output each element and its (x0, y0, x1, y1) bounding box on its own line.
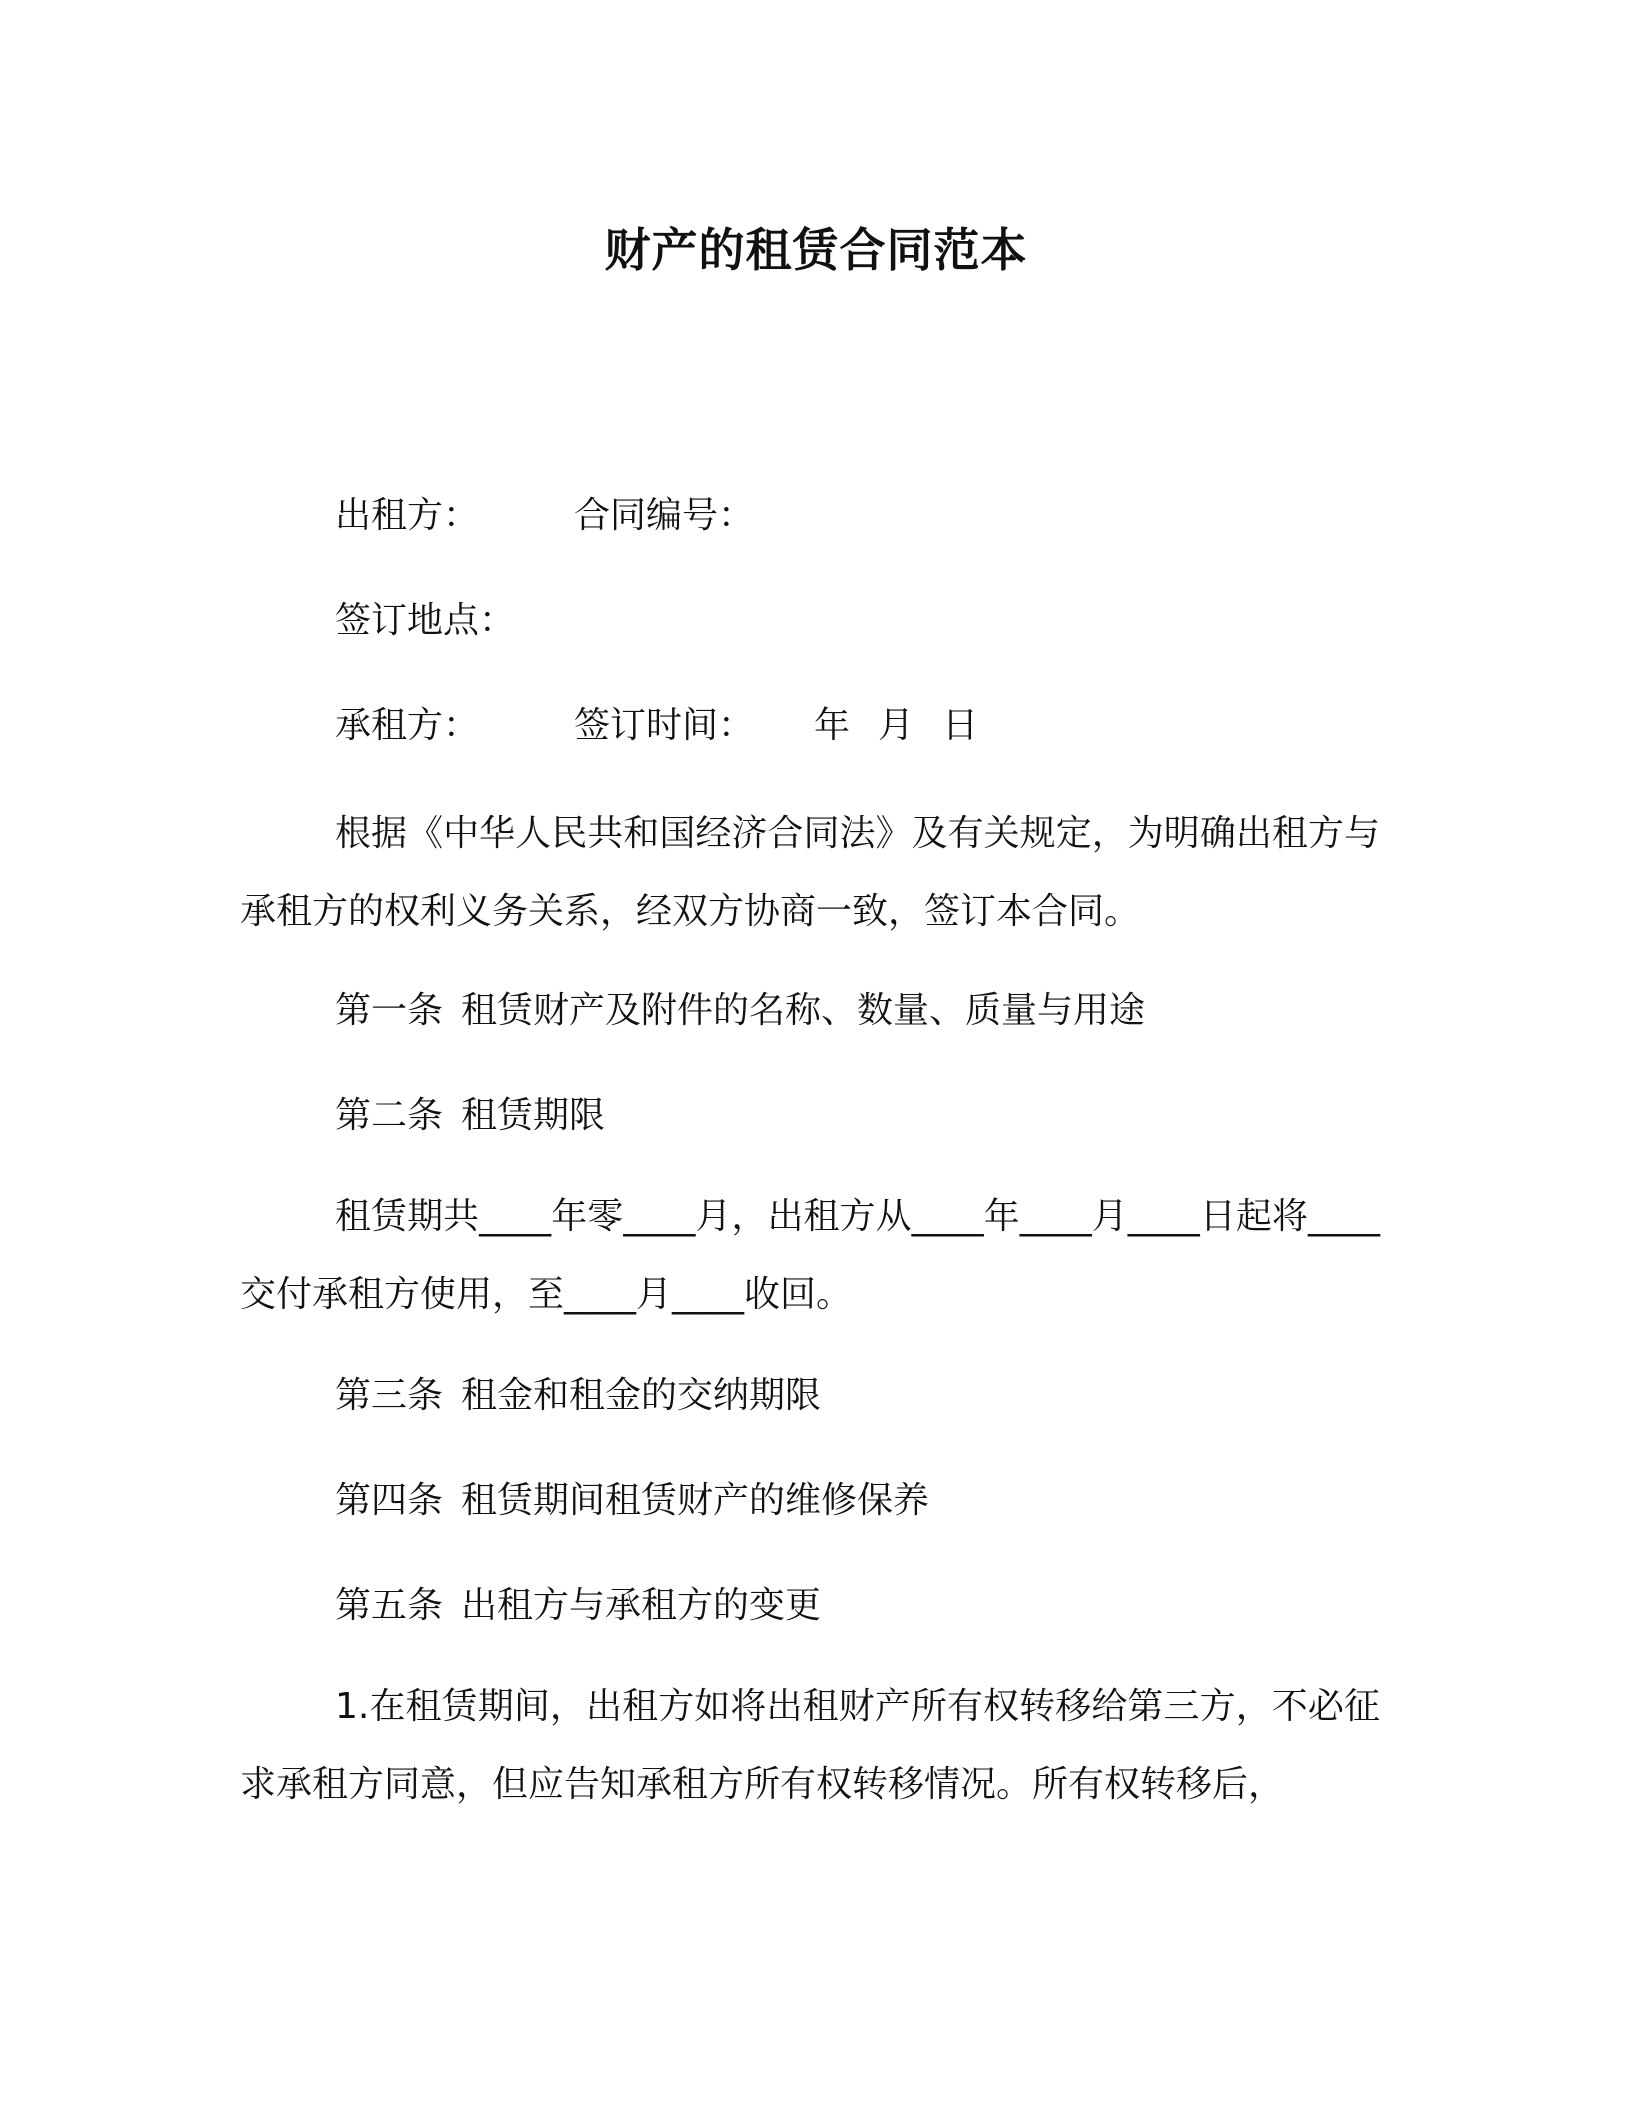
signing-time-label: 签订时间： (574, 705, 755, 746)
lessee-line (335, 702, 978, 750)
contract-no-label: 合同编号： (574, 495, 755, 536)
year-char: 年 (814, 705, 851, 746)
article-5-number: 第五条 (335, 1585, 444, 1626)
article-2-title: 租赁期限 (461, 1095, 606, 1136)
article-1-number: 第一条 (335, 990, 444, 1031)
clause-5-1-paragraph: 1.在租赁期间，出租方如将出租财产所有权转移给第三方，不必征求承租方同意，但应告知承租方所有权转移情况。所有权转移后， (240, 1686, 1380, 1805)
lease-term-paragraph: 租赁期共____年零____月，出租方从____年____月____日起将____交付承租方使用，至____月____收回。 (240, 1196, 1380, 1315)
lessor-line (335, 492, 754, 540)
day-char: 日 (942, 705, 979, 746)
article-2-number: 第二条 (335, 1095, 444, 1136)
lessor-label: 出租方： (335, 495, 480, 536)
article-5-heading (335, 1582, 821, 1630)
article-4-heading (335, 1477, 929, 1525)
article-5-title: 出租方与承租方的变更 (461, 1585, 822, 1626)
article-1-title: 租赁财产及附件的名称、数量、质量与用途 (461, 990, 1146, 1031)
article-3-number: 第三条 (335, 1375, 444, 1416)
article-2-heading (335, 1092, 605, 1140)
article-4-title: 租赁期间租赁财产的维修保养 (461, 1480, 930, 1521)
article-3-title: 租金和租金的交纳期限 (461, 1375, 822, 1416)
article-4-number: 第四条 (335, 1480, 444, 1521)
month-char: 月 (878, 705, 915, 746)
document-title: 财产的租赁合同范本 (604, 223, 1028, 277)
signing-place-label: 签订地点： (335, 600, 516, 641)
lessee-label: 承租方： (335, 705, 480, 746)
article-1-heading (335, 987, 1145, 1035)
signing-place-line (335, 597, 515, 645)
preamble-paragraph: 根据《中华人民共和国经济合同法》及有关规定，为明确出租方与承租方的权利义务关系，经双方协商一致，签订本合同。 (240, 813, 1380, 932)
article-3-heading (335, 1372, 821, 1420)
